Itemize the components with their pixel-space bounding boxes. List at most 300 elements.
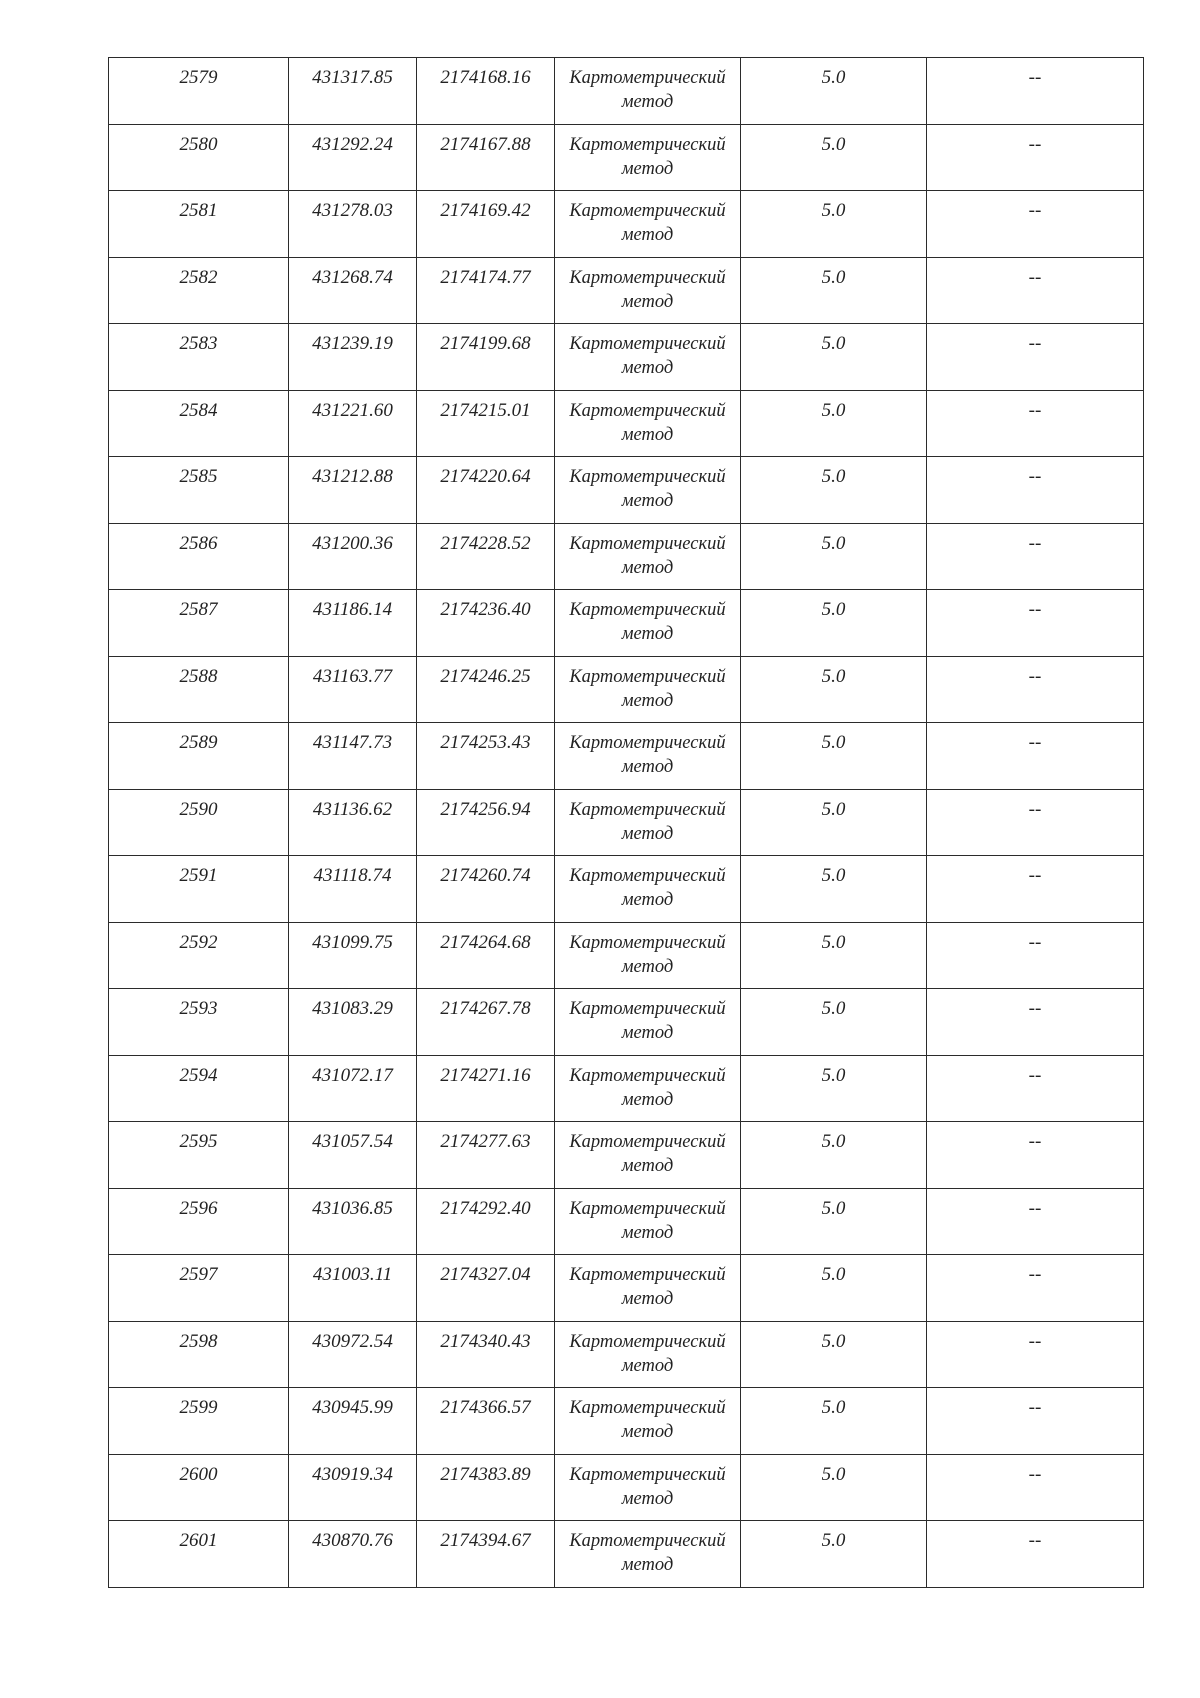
cell-x-coordinate bbox=[289, 1122, 417, 1189]
cell-method bbox=[555, 523, 741, 590]
accuracy-text: 5.0 bbox=[821, 1197, 846, 1219]
y-coordinate-text: 2174292.40 bbox=[440, 1197, 531, 1219]
accuracy-text: 5.0 bbox=[821, 399, 846, 421]
cell-method bbox=[555, 656, 741, 723]
y-coordinate-text: 2174260.74 bbox=[440, 865, 531, 886]
cell-method bbox=[555, 1122, 741, 1189]
method-text: Картометрический метод bbox=[569, 201, 726, 245]
y-coordinate-text: 2174267.78 bbox=[440, 998, 531, 1019]
point-number-text: 2594 bbox=[179, 1064, 218, 1086]
cell-y-coordinate bbox=[417, 124, 555, 191]
cell-note bbox=[927, 1321, 1144, 1388]
table-row bbox=[109, 789, 1144, 856]
accuracy-text: 5.0 bbox=[821, 200, 846, 221]
cell-y-coordinate bbox=[417, 390, 555, 457]
table-row bbox=[109, 1388, 1144, 1455]
cell-method bbox=[555, 1255, 741, 1322]
x-coordinate-text: 431212.88 bbox=[312, 466, 393, 487]
cell-point-number bbox=[109, 1188, 289, 1255]
cell-x-coordinate bbox=[289, 656, 417, 723]
x-coordinate-text: 431057.54 bbox=[312, 1131, 393, 1152]
note-text: -- bbox=[1028, 333, 1042, 354]
cell-note bbox=[927, 58, 1144, 125]
cell-y-coordinate bbox=[417, 789, 555, 856]
cell-y-coordinate bbox=[417, 1055, 555, 1122]
method-text: Картометрический метод bbox=[569, 1531, 726, 1575]
cell-method bbox=[555, 191, 741, 258]
point-number-text: 2588 bbox=[179, 665, 218, 687]
y-coordinate-text: 2174215.01 bbox=[440, 399, 531, 421]
cell-x-coordinate bbox=[289, 1055, 417, 1122]
method-text: Картометрический метод bbox=[569, 1265, 726, 1309]
cell-note bbox=[927, 1388, 1144, 1455]
cell-y-coordinate bbox=[417, 723, 555, 790]
note-text: -- bbox=[1028, 532, 1042, 554]
note-text: -- bbox=[1028, 1463, 1042, 1485]
table-row bbox=[109, 523, 1144, 590]
cell-note bbox=[927, 457, 1144, 524]
cell-y-coordinate bbox=[417, 257, 555, 324]
note-text: -- bbox=[1028, 931, 1042, 953]
x-coordinate-text: 431036.85 bbox=[312, 1197, 393, 1219]
note-text: -- bbox=[1028, 266, 1042, 288]
y-coordinate-text: 2174264.68 bbox=[440, 931, 531, 953]
cell-accuracy bbox=[741, 1388, 927, 1455]
point-number-text: 2584 bbox=[179, 399, 218, 421]
method-text: Картометрический метод bbox=[569, 467, 726, 511]
cell-method bbox=[555, 1454, 741, 1521]
cell-accuracy bbox=[741, 656, 927, 723]
y-coordinate-text: 2174394.67 bbox=[440, 1530, 531, 1551]
point-number-text: 2596 bbox=[179, 1197, 218, 1219]
cell-x-coordinate bbox=[289, 1521, 417, 1588]
cell-point-number bbox=[109, 324, 289, 391]
y-coordinate-text: 2174383.89 bbox=[440, 1463, 531, 1485]
y-coordinate-text: 2174236.40 bbox=[440, 599, 531, 620]
cell-method bbox=[555, 789, 741, 856]
cell-point-number bbox=[109, 590, 289, 657]
x-coordinate-text: 431083.29 bbox=[312, 998, 393, 1019]
accuracy-text: 5.0 bbox=[821, 133, 846, 155]
cell-note bbox=[927, 191, 1144, 258]
table-row bbox=[109, 1055, 1144, 1122]
table-row bbox=[109, 723, 1144, 790]
point-number-text: 2600 bbox=[179, 1463, 218, 1485]
table-row bbox=[109, 324, 1144, 391]
cell-y-coordinate bbox=[417, 1388, 555, 1455]
cell-accuracy bbox=[741, 1521, 927, 1588]
cell-method bbox=[555, 989, 741, 1056]
method-text: Картометрический метод bbox=[569, 600, 726, 644]
x-coordinate-text: 431200.36 bbox=[312, 532, 393, 554]
cell-note bbox=[927, 390, 1144, 457]
point-number-text: 2580 bbox=[179, 133, 218, 155]
x-coordinate-text: 431072.17 bbox=[312, 1064, 393, 1086]
cell-point-number bbox=[109, 1255, 289, 1322]
y-coordinate-text: 2174174.77 bbox=[440, 266, 531, 288]
table-row bbox=[109, 1521, 1144, 1588]
point-number-text: 2582 bbox=[179, 266, 218, 288]
cell-method bbox=[555, 324, 741, 391]
y-coordinate-text: 2174271.16 bbox=[440, 1064, 531, 1086]
table-row bbox=[109, 1188, 1144, 1255]
point-number-text: 2597 bbox=[179, 1264, 218, 1285]
x-coordinate-text: 430919.34 bbox=[312, 1463, 393, 1485]
cell-note bbox=[927, 1255, 1144, 1322]
cell-accuracy bbox=[741, 1255, 927, 1322]
method-text: Картометрический метод bbox=[569, 733, 726, 777]
cell-accuracy bbox=[741, 257, 927, 324]
cell-y-coordinate bbox=[417, 457, 555, 524]
cell-note bbox=[927, 523, 1144, 590]
cell-x-coordinate bbox=[289, 922, 417, 989]
x-coordinate-text: 431163.77 bbox=[312, 665, 393, 687]
point-number-text: 2598 bbox=[179, 1330, 218, 1352]
cell-accuracy bbox=[741, 590, 927, 657]
cell-accuracy bbox=[741, 1122, 927, 1189]
cell-x-coordinate bbox=[289, 1388, 417, 1455]
point-number-text: 2583 bbox=[179, 333, 218, 354]
cell-method bbox=[555, 124, 741, 191]
cell-accuracy bbox=[741, 723, 927, 790]
cell-method bbox=[555, 856, 741, 923]
cell-x-coordinate bbox=[289, 191, 417, 258]
point-number-text: 2590 bbox=[179, 798, 218, 820]
cell-method bbox=[555, 723, 741, 790]
accuracy-text: 5.0 bbox=[821, 333, 846, 354]
method-text: Картометрический метод bbox=[569, 1398, 726, 1442]
x-coordinate-text: 431239.19 bbox=[312, 333, 393, 354]
y-coordinate-text: 2174220.64 bbox=[440, 466, 531, 487]
cell-x-coordinate bbox=[289, 390, 417, 457]
point-number-text: 2592 bbox=[179, 931, 218, 953]
method-text: Картометрический метод bbox=[569, 999, 726, 1043]
method-text: Картометрический метод bbox=[569, 666, 726, 711]
cell-x-coordinate bbox=[289, 590, 417, 657]
cell-x-coordinate bbox=[289, 1454, 417, 1521]
y-coordinate-text: 2174366.57 bbox=[440, 1397, 531, 1418]
y-coordinate-text: 2174228.52 bbox=[440, 532, 531, 554]
cell-note bbox=[927, 723, 1144, 790]
x-coordinate-text: 431147.73 bbox=[312, 732, 393, 753]
cell-accuracy bbox=[741, 1188, 927, 1255]
cell-method bbox=[555, 257, 741, 324]
coordinates-table-body bbox=[109, 58, 1144, 1588]
cell-note bbox=[927, 257, 1144, 324]
table-row bbox=[109, 856, 1144, 923]
method-text: Картометрический метод bbox=[569, 533, 726, 578]
cell-x-coordinate bbox=[289, 989, 417, 1056]
note-text: -- bbox=[1028, 732, 1042, 753]
note-text: -- bbox=[1028, 998, 1042, 1019]
cell-x-coordinate bbox=[289, 723, 417, 790]
cell-y-coordinate bbox=[417, 324, 555, 391]
accuracy-text: 5.0 bbox=[821, 1131, 846, 1152]
cell-accuracy bbox=[741, 922, 927, 989]
method-text: Картометрический метод bbox=[569, 400, 726, 445]
note-text: -- bbox=[1028, 1330, 1042, 1352]
point-number-text: 2585 bbox=[179, 466, 218, 487]
cell-y-coordinate bbox=[417, 1321, 555, 1388]
cell-accuracy bbox=[741, 523, 927, 590]
table-row bbox=[109, 1454, 1144, 1521]
coordinates-table bbox=[108, 57, 1144, 1588]
accuracy-text: 5.0 bbox=[821, 931, 846, 953]
cell-point-number bbox=[109, 1388, 289, 1455]
note-text: -- bbox=[1028, 133, 1042, 155]
y-coordinate-text: 2174167.88 bbox=[440, 133, 531, 155]
note-text: -- bbox=[1028, 200, 1042, 221]
cell-accuracy bbox=[741, 191, 927, 258]
accuracy-text: 5.0 bbox=[821, 532, 846, 554]
x-coordinate-text: 431186.14 bbox=[312, 599, 393, 620]
y-coordinate-text: 2174340.43 bbox=[440, 1330, 531, 1352]
cell-x-coordinate bbox=[289, 1321, 417, 1388]
cell-y-coordinate bbox=[417, 58, 555, 125]
method-text: Картометрический метод bbox=[569, 799, 726, 844]
cell-point-number bbox=[109, 457, 289, 524]
cell-point-number bbox=[109, 124, 289, 191]
method-text: Картометрический метод bbox=[569, 932, 726, 977]
cell-method bbox=[555, 1521, 741, 1588]
accuracy-text: 5.0 bbox=[821, 998, 846, 1019]
point-number-text: 2579 bbox=[179, 67, 218, 88]
x-coordinate-text: 430870.76 bbox=[312, 1530, 393, 1551]
cell-point-number bbox=[109, 1055, 289, 1122]
point-number-text: 2586 bbox=[179, 532, 218, 554]
table-row bbox=[109, 191, 1144, 258]
method-text: Картометрический метод bbox=[569, 1132, 726, 1176]
note-text: -- bbox=[1028, 599, 1042, 620]
y-coordinate-text: 2174246.25 bbox=[440, 665, 531, 687]
cell-note bbox=[927, 124, 1144, 191]
cell-method bbox=[555, 1388, 741, 1455]
cell-method bbox=[555, 390, 741, 457]
accuracy-text: 5.0 bbox=[821, 1330, 846, 1352]
cell-y-coordinate bbox=[417, 1521, 555, 1588]
point-number-text: 2595 bbox=[179, 1131, 218, 1152]
accuracy-text: 5.0 bbox=[821, 1463, 846, 1485]
cell-y-coordinate bbox=[417, 1188, 555, 1255]
x-coordinate-text: 431099.75 bbox=[312, 931, 393, 953]
note-text: -- bbox=[1028, 466, 1042, 487]
cell-point-number bbox=[109, 191, 289, 258]
accuracy-text: 5.0 bbox=[821, 732, 846, 753]
cell-point-number bbox=[109, 523, 289, 590]
y-coordinate-text: 2174253.43 bbox=[440, 732, 531, 753]
cell-point-number bbox=[109, 856, 289, 923]
accuracy-text: 5.0 bbox=[821, 1064, 846, 1086]
point-number-text: 2593 bbox=[179, 998, 218, 1019]
accuracy-text: 5.0 bbox=[821, 67, 846, 88]
table-row bbox=[109, 1255, 1144, 1322]
y-coordinate-text: 2174327.04 bbox=[440, 1264, 531, 1285]
y-coordinate-text: 2174199.68 bbox=[440, 333, 531, 354]
x-coordinate-text: 431221.60 bbox=[312, 399, 393, 421]
y-coordinate-text: 2174168.16 bbox=[440, 67, 531, 88]
table-row bbox=[109, 989, 1144, 1056]
cell-note bbox=[927, 1188, 1144, 1255]
cell-method bbox=[555, 1188, 741, 1255]
cell-note bbox=[927, 1454, 1144, 1521]
table-row bbox=[109, 656, 1144, 723]
accuracy-text: 5.0 bbox=[821, 798, 846, 820]
cell-point-number bbox=[109, 1321, 289, 1388]
x-coordinate-text: 431136.62 bbox=[312, 798, 393, 820]
note-text: -- bbox=[1028, 798, 1042, 820]
point-number-text: 2599 bbox=[179, 1397, 218, 1418]
cell-accuracy bbox=[741, 1454, 927, 1521]
table-row bbox=[109, 124, 1144, 191]
cell-point-number bbox=[109, 989, 289, 1056]
cell-x-coordinate bbox=[289, 257, 417, 324]
method-text: Картометрический метод bbox=[569, 267, 726, 312]
cell-note bbox=[927, 989, 1144, 1056]
method-text: Картометрический метод bbox=[569, 1464, 726, 1509]
cell-x-coordinate bbox=[289, 789, 417, 856]
cell-y-coordinate bbox=[417, 1122, 555, 1189]
cell-accuracy bbox=[741, 390, 927, 457]
cell-note bbox=[927, 324, 1144, 391]
note-text: -- bbox=[1028, 1064, 1042, 1086]
note-text: -- bbox=[1028, 399, 1042, 421]
cell-x-coordinate bbox=[289, 1255, 417, 1322]
cell-y-coordinate bbox=[417, 989, 555, 1056]
cell-method bbox=[555, 457, 741, 524]
x-coordinate-text: 431317.85 bbox=[312, 67, 393, 88]
cell-point-number bbox=[109, 656, 289, 723]
note-text: -- bbox=[1028, 1264, 1042, 1285]
cell-x-coordinate bbox=[289, 324, 417, 391]
accuracy-text: 5.0 bbox=[821, 665, 846, 687]
cell-y-coordinate bbox=[417, 856, 555, 923]
point-number-text: 2589 bbox=[179, 732, 218, 753]
cell-y-coordinate bbox=[417, 191, 555, 258]
cell-point-number bbox=[109, 1521, 289, 1588]
x-coordinate-text: 430945.99 bbox=[312, 1397, 393, 1418]
cell-method bbox=[555, 590, 741, 657]
cell-y-coordinate bbox=[417, 922, 555, 989]
cell-x-coordinate bbox=[289, 124, 417, 191]
y-coordinate-text: 2174277.63 bbox=[440, 1131, 531, 1152]
cell-x-coordinate bbox=[289, 58, 417, 125]
accuracy-text: 5.0 bbox=[821, 466, 846, 487]
note-text: -- bbox=[1028, 1197, 1042, 1219]
cell-accuracy bbox=[741, 856, 927, 923]
y-coordinate-text: 2174256.94 bbox=[440, 798, 531, 820]
x-coordinate-text: 430972.54 bbox=[312, 1330, 393, 1352]
cell-x-coordinate bbox=[289, 457, 417, 524]
method-text: Картометрический метод bbox=[569, 334, 726, 378]
method-text: Картометрический метод bbox=[569, 1331, 726, 1376]
x-coordinate-text: 431292.24 bbox=[312, 133, 393, 155]
cell-y-coordinate bbox=[417, 590, 555, 657]
table-row bbox=[109, 1122, 1144, 1189]
cell-point-number bbox=[109, 789, 289, 856]
cell-note bbox=[927, 1055, 1144, 1122]
method-text: Картометрический метод bbox=[569, 134, 726, 179]
cell-point-number bbox=[109, 58, 289, 125]
cell-y-coordinate bbox=[417, 1454, 555, 1521]
x-coordinate-text: 431278.03 bbox=[312, 200, 393, 221]
accuracy-text: 5.0 bbox=[821, 1264, 846, 1285]
cell-accuracy bbox=[741, 989, 927, 1056]
cell-method bbox=[555, 1321, 741, 1388]
cell-accuracy bbox=[741, 457, 927, 524]
table-row bbox=[109, 590, 1144, 657]
point-number-text: 2591 bbox=[179, 865, 218, 886]
cell-note bbox=[927, 922, 1144, 989]
table-row bbox=[109, 922, 1144, 989]
method-text: Картометрический метод bbox=[569, 68, 726, 112]
method-text: Картометрический метод bbox=[569, 866, 726, 910]
cell-accuracy bbox=[741, 124, 927, 191]
cell-y-coordinate bbox=[417, 656, 555, 723]
cell-accuracy bbox=[741, 58, 927, 125]
point-number-text: 2587 bbox=[179, 599, 218, 620]
note-text: -- bbox=[1028, 67, 1042, 88]
method-text: Картометрический метод bbox=[569, 1065, 726, 1110]
note-text: -- bbox=[1028, 1131, 1042, 1152]
cell-note bbox=[927, 1521, 1144, 1588]
cell-method bbox=[555, 58, 741, 125]
cell-accuracy bbox=[741, 1321, 927, 1388]
cell-point-number bbox=[109, 723, 289, 790]
point-number-text: 2601 bbox=[179, 1530, 218, 1551]
x-coordinate-text: 431003.11 bbox=[312, 1264, 393, 1285]
cell-x-coordinate bbox=[289, 856, 417, 923]
cell-note bbox=[927, 590, 1144, 657]
cell-note bbox=[927, 656, 1144, 723]
cell-note bbox=[927, 1122, 1144, 1189]
cell-y-coordinate bbox=[417, 523, 555, 590]
cell-point-number bbox=[109, 922, 289, 989]
cell-accuracy bbox=[741, 1055, 927, 1122]
note-text: -- bbox=[1028, 665, 1042, 687]
point-number-text: 2581 bbox=[179, 200, 218, 221]
accuracy-text: 5.0 bbox=[821, 1397, 846, 1418]
cell-point-number bbox=[109, 257, 289, 324]
cell-note bbox=[927, 789, 1144, 856]
cell-point-number bbox=[109, 390, 289, 457]
cell-point-number bbox=[109, 1454, 289, 1521]
x-coordinate-text: 431268.74 bbox=[312, 266, 393, 288]
cell-method bbox=[555, 1055, 741, 1122]
cell-x-coordinate bbox=[289, 523, 417, 590]
cell-method bbox=[555, 922, 741, 989]
note-text: -- bbox=[1028, 865, 1042, 886]
table-row bbox=[109, 457, 1144, 524]
accuracy-text: 5.0 bbox=[821, 266, 846, 288]
accuracy-text: 5.0 bbox=[821, 599, 846, 620]
x-coordinate-text: 431118.74 bbox=[313, 865, 392, 886]
cell-note bbox=[927, 856, 1144, 923]
table-row bbox=[109, 58, 1144, 125]
cell-y-coordinate bbox=[417, 1255, 555, 1322]
y-coordinate-text: 2174169.42 bbox=[440, 200, 531, 221]
table-row bbox=[109, 257, 1144, 324]
accuracy-text: 5.0 bbox=[821, 865, 846, 886]
cell-accuracy bbox=[741, 789, 927, 856]
note-text: -- bbox=[1028, 1397, 1042, 1418]
cell-point-number bbox=[109, 1122, 289, 1189]
accuracy-text: 5.0 bbox=[821, 1530, 846, 1551]
cell-x-coordinate bbox=[289, 1188, 417, 1255]
table-row bbox=[109, 390, 1144, 457]
cell-accuracy bbox=[741, 324, 927, 391]
table-row bbox=[109, 1321, 1144, 1388]
method-text: Картометрический метод bbox=[569, 1198, 726, 1243]
